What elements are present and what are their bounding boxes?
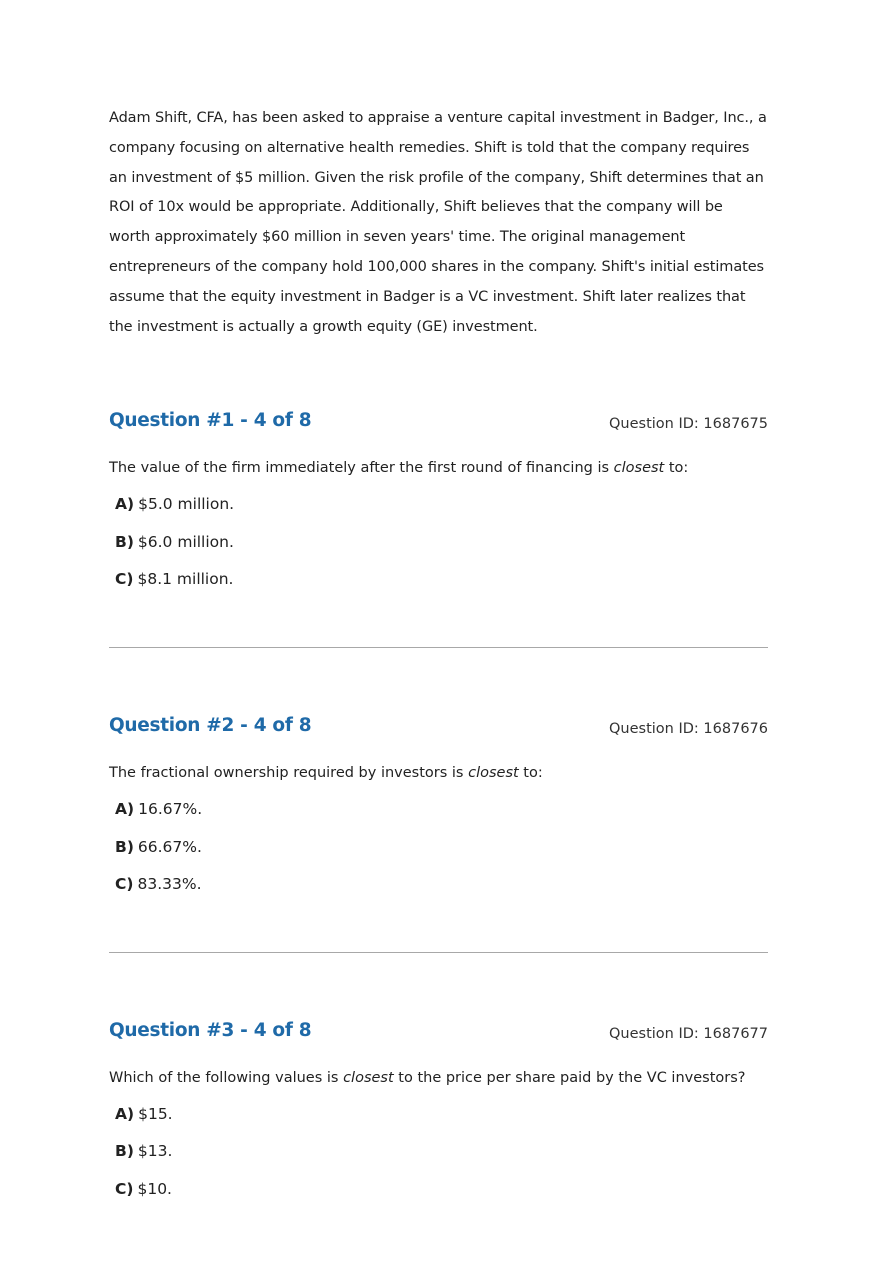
question-header	[109, 410, 768, 440]
question-2	[109, 715, 768, 911]
stem-text: Which of the following values is	[109, 1070, 344, 1087]
question-stem	[109, 458, 768, 478]
answer-options	[109, 799, 768, 911]
stem-emphasis: closest	[613, 460, 665, 477]
stem-text: The value of the firm immediately after the first round of financing is	[109, 460, 614, 477]
stem-text-end: to:	[518, 765, 543, 782]
question-header	[109, 1020, 768, 1050]
option-letter: A)	[115, 1105, 135, 1124]
question-id: Question ID: 1687677	[609, 1026, 768, 1043]
stem-text-end: to the price per share paid by the VC investors?	[393, 1070, 746, 1087]
answer-option-a[interactable]	[115, 799, 768, 836]
answer-option-c[interactable]	[115, 1179, 768, 1216]
option-text: $6.0 million.	[137, 532, 234, 551]
question-id: Question ID: 1687675	[609, 416, 768, 433]
question-1	[109, 410, 768, 606]
option-letter: A)	[115, 800, 135, 819]
option-text: $10.	[137, 1179, 172, 1198]
option-letter: A)	[115, 495, 135, 514]
answer-options	[109, 1104, 768, 1216]
section-divider	[109, 647, 768, 648]
option-text: 66.67%.	[137, 837, 202, 856]
vignette-text: Adam Shift, CFA, has been asked to appraise a venture capital investment in Badger, Inc., a company focusing on alternative health remedies. Shift is told that the company requires an investment of $5 million. Given the risk profile of the company, Shift determines that an ROI of 10x would be appropriate. Additionally, Shift believes that the company will be worth approximately $60 million in seven years' time. The original management entrepreneurs of the company hold 100,000 shares in the company. Shift's initial estimates assume that the equity investment in Badger is a VC investment. Shift later realizes that the investment is actually a growth equity (GE) investment.	[109, 110, 767, 335]
option-text: 16.67%.	[138, 800, 203, 819]
answer-option-c[interactable]	[115, 569, 768, 606]
answer-option-b[interactable]	[115, 532, 768, 569]
question-stem	[109, 763, 768, 783]
answer-options	[109, 494, 768, 606]
option-text: 83.33%.	[137, 874, 202, 893]
question-3	[109, 1020, 768, 1216]
question-title: Question #3 - 4 of 8	[109, 1020, 312, 1042]
document-page	[109, 104, 768, 1216]
question-title: Question #2 - 4 of 8	[109, 715, 312, 737]
question-title: Question #1 - 4 of 8	[109, 410, 312, 432]
option-letter: C)	[115, 569, 134, 588]
question-header	[109, 715, 768, 745]
question-stem	[109, 1068, 768, 1088]
stem-emphasis: closest	[343, 1070, 394, 1087]
option-letter: C)	[115, 874, 134, 893]
option-letter: C)	[115, 1179, 134, 1198]
option-text: $5.0 million.	[138, 495, 235, 514]
option-letter: B)	[115, 532, 134, 551]
answer-option-b[interactable]	[115, 837, 768, 874]
option-letter: B)	[115, 837, 134, 856]
option-letter: B)	[115, 1142, 134, 1161]
option-text: $8.1 million.	[137, 569, 234, 588]
question-id: Question ID: 1687676	[609, 721, 768, 738]
stem-emphasis: closest	[468, 765, 519, 782]
stem-text: The fractional ownership required by investors is	[109, 765, 469, 782]
section-divider	[109, 952, 768, 953]
answer-option-b[interactable]	[115, 1141, 768, 1178]
option-text: $15.	[138, 1105, 173, 1124]
answer-option-c[interactable]	[115, 874, 768, 911]
answer-option-a[interactable]	[115, 1104, 768, 1141]
stem-text-end: to:	[664, 460, 689, 477]
answer-option-a[interactable]	[115, 494, 768, 531]
option-text: $13.	[137, 1142, 173, 1161]
